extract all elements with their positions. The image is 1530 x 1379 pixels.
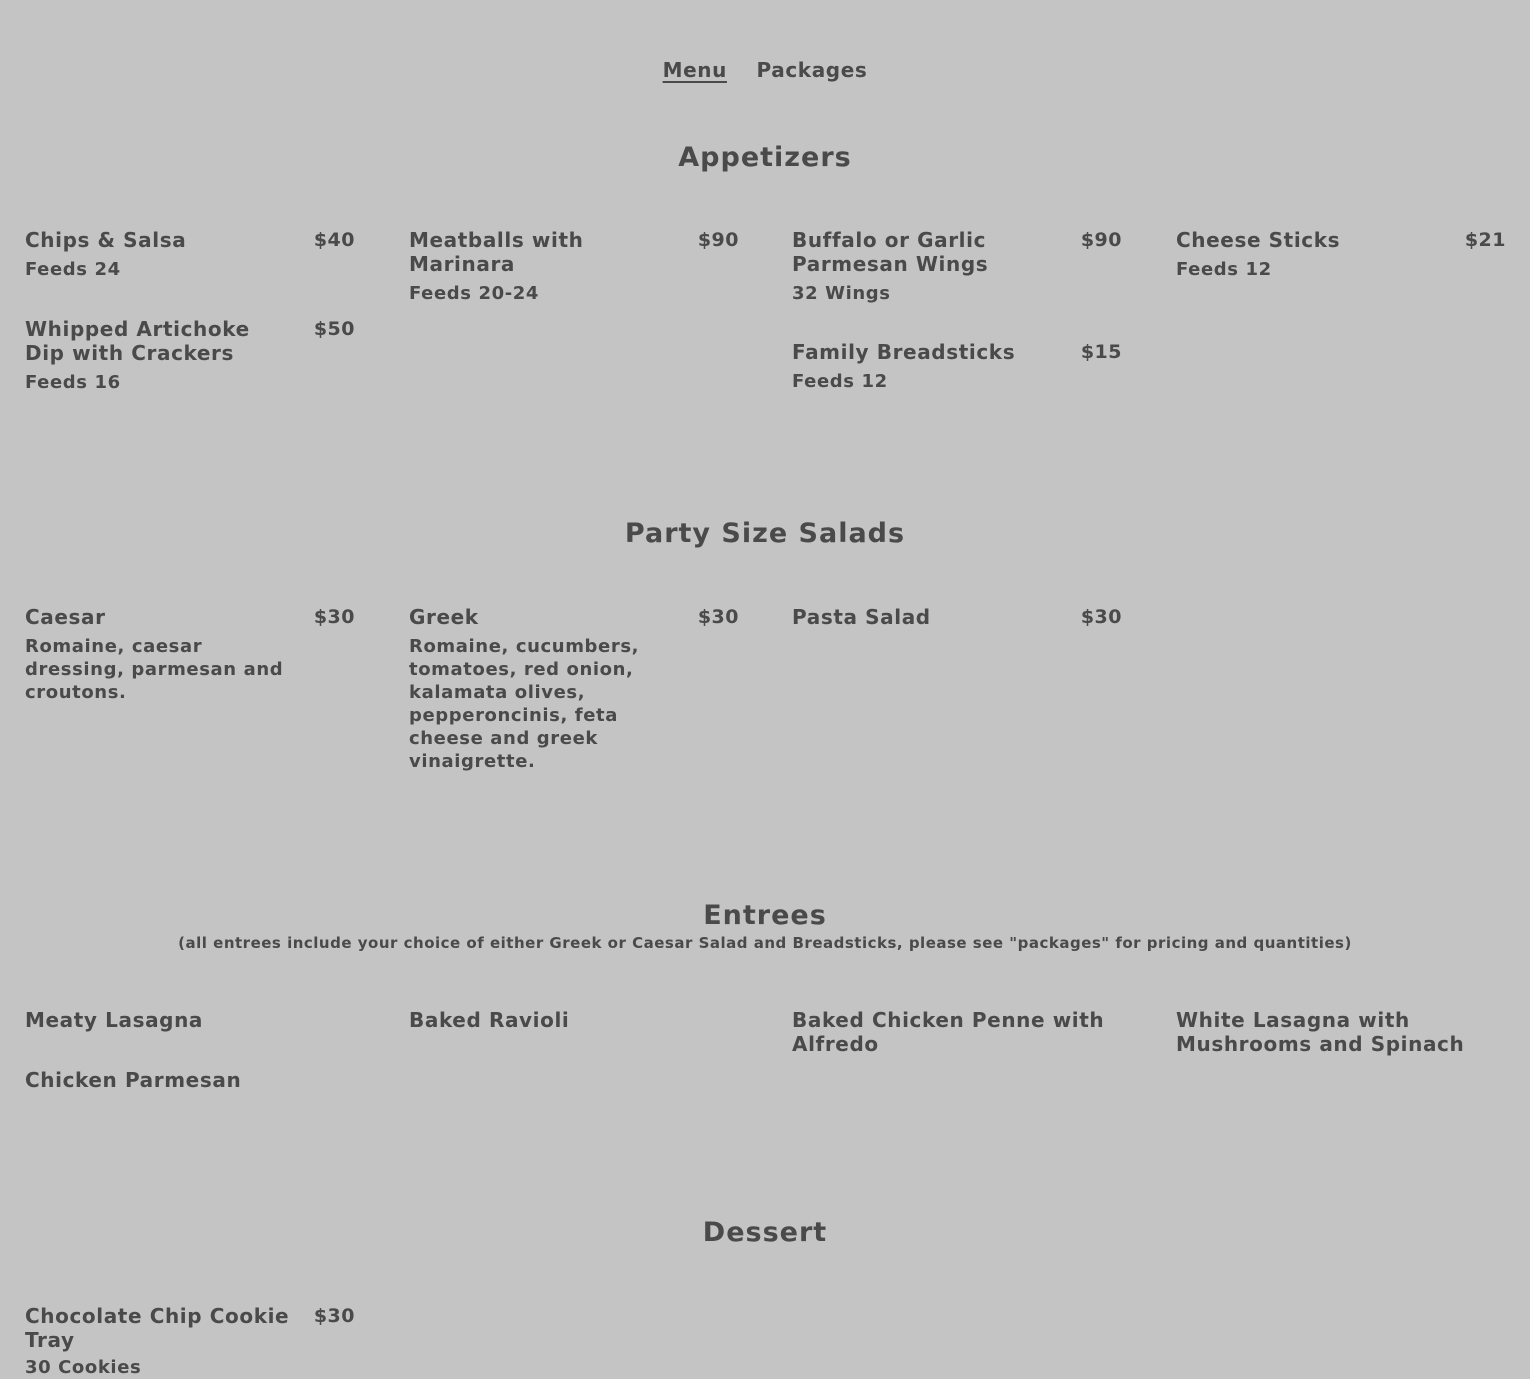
item-name: Baked Ravioli <box>409 1008 570 1032</box>
section-title-entrees: Entrees <box>703 900 827 931</box>
item-name: Buffalo or Garlic Parmesan Wings <box>792 228 989 276</box>
item-price: $40 <box>313 229 355 251</box>
item-name: Whipped Artichoke Dip with Crackers <box>25 317 250 365</box>
menu-item <box>792 605 1122 629</box>
section-title-appetizers: Appetizers <box>678 142 852 173</box>
item-price: $30 <box>313 606 355 628</box>
item-price: $30 <box>697 606 739 628</box>
menu-item <box>1176 1008 1506 1056</box>
item-name: Meaty Lasagna <box>25 1008 204 1032</box>
nav-link-menu[interactable]: Menu <box>662 58 727 82</box>
item-name: Chicken Parmesan <box>25 1068 242 1092</box>
menu-item <box>25 1304 355 1379</box>
item-price: $50 <box>313 318 355 340</box>
item-desc: Feeds 12 <box>1176 259 1272 280</box>
item-desc: 32 Wings <box>792 283 891 304</box>
menu-item <box>25 1068 355 1092</box>
entrees-note: (all entrees include your choice of either Greek or Caesar Salad and Breadsticks, please see "packages" for pricing and quantities) <box>178 934 1352 952</box>
section-title-salads: Party Size Salads <box>624 518 906 549</box>
item-price: $90 <box>1080 229 1122 251</box>
item-desc: 30 Cookies <box>25 1357 142 1378</box>
item-price: $15 <box>1080 341 1122 363</box>
item-name: Greek <box>409 605 479 629</box>
menu-item <box>409 1008 739 1032</box>
nav-link-packages[interactable]: Packages <box>756 58 868 82</box>
menu-item <box>792 1008 1122 1056</box>
item-name: Chocolate Chip Cookie Tray <box>25 1304 290 1352</box>
menu-item <box>409 605 739 773</box>
menu-item <box>25 1008 355 1032</box>
item-desc: Feeds 16 <box>25 372 121 393</box>
item-desc: Feeds 20-24 <box>409 283 540 304</box>
menu-item <box>1176 228 1506 281</box>
item-desc: Romaine, caesar dressing, parmesan and croutons. <box>25 636 284 703</box>
item-name: Pasta Salad <box>792 605 931 629</box>
menu-item <box>25 317 355 394</box>
item-price: $90 <box>697 229 739 251</box>
item-desc: Romaine, cucumbers, tomatoes, red onion, kalamata olives, pepperoncinis, feta cheese and greek vinaigrette. <box>409 636 640 772</box>
section-title-dessert: Dessert <box>702 1217 828 1248</box>
item-name: Chips & Salsa <box>25 228 187 252</box>
item-desc: Feeds 12 <box>792 371 888 392</box>
menu-item <box>409 228 739 305</box>
item-name: Family Breadsticks <box>792 340 1016 364</box>
item-desc: Feeds 24 <box>25 259 121 280</box>
menu-item <box>792 340 1122 393</box>
item-price: $30 <box>313 1305 355 1327</box>
item-name: Meatballs with Marinara <box>409 228 584 276</box>
item-name: Caesar <box>25 605 106 629</box>
menu-item <box>25 605 355 704</box>
item-name: Cheese Sticks <box>1176 228 1341 252</box>
menu-item <box>25 228 355 281</box>
item-name: White Lasagna with Mushrooms and Spinach <box>1176 1008 1465 1056</box>
top-nav <box>0 58 1530 82</box>
menu-item <box>792 228 1122 305</box>
item-price: $30 <box>1080 606 1122 628</box>
item-name: Baked Chicken Penne with Alfredo <box>792 1008 1105 1056</box>
item-price: $21 <box>1464 229 1506 251</box>
